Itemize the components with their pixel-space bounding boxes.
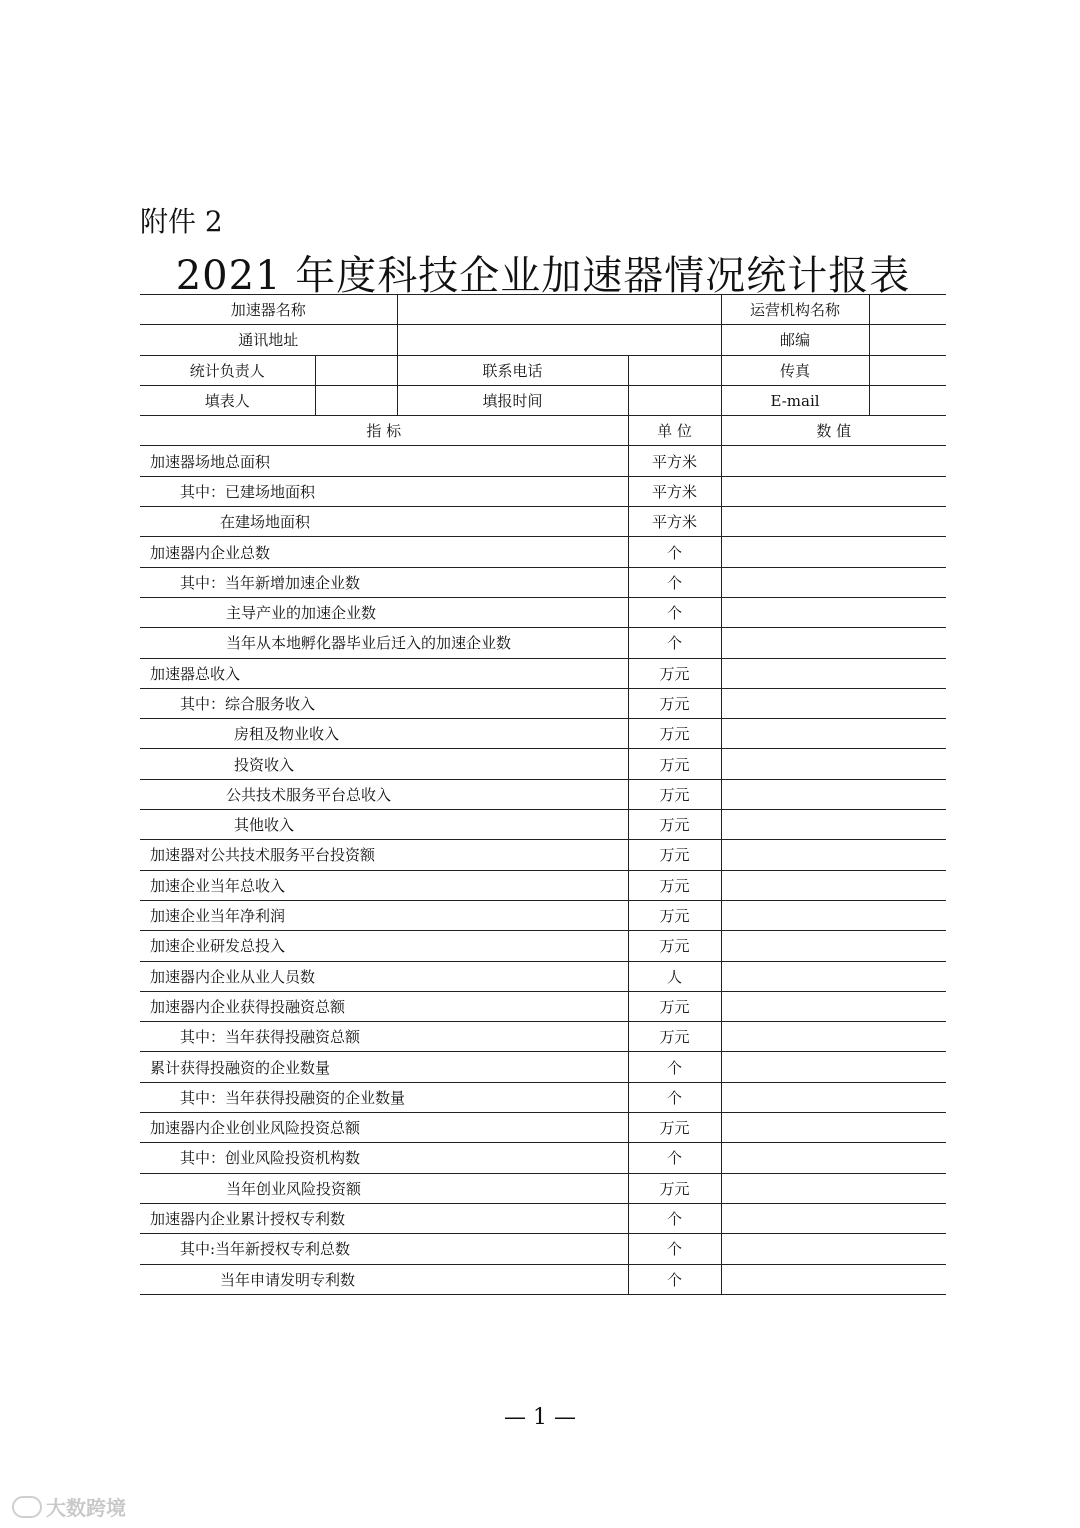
- table-row: [140, 1082, 946, 1112]
- indicator-label: 其中：创业风险投资机构数: [140, 1143, 628, 1173]
- value-input[interactable]: [721, 1052, 946, 1082]
- indicator-label: 加速企业研发总投入: [140, 931, 628, 961]
- header-row-3: [140, 355, 946, 385]
- indicator-label: 加速器内企业总数: [140, 537, 628, 567]
- stats-manager-field[interactable]: [315, 355, 397, 385]
- table-row: [140, 810, 946, 840]
- unit-cell: 万元: [628, 991, 721, 1021]
- indicator-label: 加速器内企业累计授权专利数: [140, 1203, 628, 1233]
- value-input[interactable]: [721, 446, 946, 476]
- table-row: [140, 537, 946, 567]
- value-input[interactable]: [721, 1082, 946, 1112]
- value-input[interactable]: [721, 1264, 946, 1294]
- weibo-logo-icon: [12, 1496, 42, 1518]
- value-input[interactable]: [721, 900, 946, 930]
- header-row-4: [140, 385, 946, 415]
- indicator-label: 加速器场地总面积: [140, 446, 628, 476]
- value-input[interactable]: [721, 507, 946, 537]
- email-field[interactable]: [869, 385, 946, 415]
- unit-cell: 人: [628, 961, 721, 991]
- indicator-label: 累计获得投融资的企业数量: [140, 1052, 628, 1082]
- postcode-field[interactable]: [869, 325, 946, 355]
- value-input[interactable]: [721, 1203, 946, 1233]
- value-input[interactable]: [721, 931, 946, 961]
- watermark: [12, 1492, 126, 1521]
- accelerator-name-label: 加速器名称: [140, 295, 397, 325]
- indicator-label: 当年创业风险投资额: [140, 1173, 628, 1203]
- table-row: [140, 900, 946, 930]
- table-row: [140, 476, 946, 506]
- indicator-label: 其中：当年获得投融资总额: [140, 1022, 628, 1052]
- table-row: [140, 749, 946, 779]
- indicator-label: 加速器内企业获得投融资总额: [140, 991, 628, 1021]
- value-input[interactable]: [721, 688, 946, 718]
- attachment-label: 附件 2: [140, 205, 223, 238]
- value-input[interactable]: [721, 476, 946, 506]
- table-row: [140, 1173, 946, 1203]
- value-input[interactable]: [721, 1234, 946, 1264]
- table-row: [140, 567, 946, 597]
- unit-cell: 个: [628, 1203, 721, 1233]
- value-input[interactable]: [721, 779, 946, 809]
- table-row: [140, 1264, 946, 1294]
- page-number: — 1 —: [504, 1405, 576, 1430]
- value-input[interactable]: [721, 719, 946, 749]
- page-title: 2021 年度科技企业加速器情况统计报表: [175, 253, 911, 299]
- fill-time-field[interactable]: [628, 385, 721, 415]
- fax-label: 传真: [721, 355, 869, 385]
- value-input[interactable]: [721, 1143, 946, 1173]
- unit-cell: 个: [628, 1264, 721, 1294]
- value-input[interactable]: [721, 870, 946, 900]
- unit-cell: 个: [628, 628, 721, 658]
- table-row: [140, 1052, 946, 1082]
- operator-name-field[interactable]: [869, 295, 946, 325]
- value-input[interactable]: [721, 597, 946, 627]
- value-input[interactable]: [721, 1022, 946, 1052]
- table-row: [140, 597, 946, 627]
- indicator-label: 当年申请发明专利数: [140, 1264, 628, 1294]
- unit-cell: 万元: [628, 870, 721, 900]
- indicator-label: 当年从本地孵化器毕业后迁入的加速企业数: [140, 628, 628, 658]
- table-row: [140, 1203, 946, 1233]
- unit-cell: 平方米: [628, 507, 721, 537]
- value-input[interactable]: [721, 628, 946, 658]
- indicator-label: 其中：已建场地面积: [140, 476, 628, 506]
- table-row: [140, 931, 946, 961]
- table-row: [140, 1113, 946, 1143]
- indicator-column-header: 指 标: [140, 416, 628, 446]
- indicator-label: 其中：当年获得投融资的企业数量: [140, 1082, 628, 1112]
- unit-cell: 平方米: [628, 476, 721, 506]
- table-row: [140, 779, 946, 809]
- column-header-row: [140, 416, 946, 446]
- indicator-label: 加速器内企业从业人员数: [140, 961, 628, 991]
- phone-label: 联系电话: [397, 355, 628, 385]
- accelerator-name-field[interactable]: [397, 295, 721, 325]
- value-input[interactable]: [721, 1113, 946, 1143]
- value-column-header: 数 值: [721, 416, 946, 446]
- value-input[interactable]: [721, 961, 946, 991]
- header-row-1: [140, 295, 946, 325]
- table-row: [140, 628, 946, 658]
- unit-cell: 个: [628, 597, 721, 627]
- indicator-label: 在建场地面积: [140, 507, 628, 537]
- table-row: [140, 991, 946, 1021]
- table-row: [140, 870, 946, 900]
- phone-field[interactable]: [628, 355, 721, 385]
- header-row-2: [140, 325, 946, 355]
- filler-label: 填表人: [140, 385, 315, 415]
- unit-cell: 万元: [628, 1173, 721, 1203]
- table-row: [140, 719, 946, 749]
- watermark-text: 大数跨境: [46, 1496, 126, 1520]
- unit-cell: 万元: [628, 658, 721, 688]
- value-input[interactable]: [721, 537, 946, 567]
- table-row: [140, 1143, 946, 1173]
- unit-column-header: 单 位: [628, 416, 721, 446]
- indicator-label: 其他收入: [140, 810, 628, 840]
- table-row: [140, 658, 946, 688]
- value-input[interactable]: [721, 840, 946, 870]
- table-row: [140, 1234, 946, 1264]
- indicator-label: 房租及物业收入: [140, 719, 628, 749]
- value-input[interactable]: [721, 658, 946, 688]
- unit-cell: 万元: [628, 779, 721, 809]
- postcode-label: 邮编: [721, 325, 869, 355]
- value-input[interactable]: [721, 991, 946, 1021]
- table-row: [140, 507, 946, 537]
- address-label: 通讯地址: [140, 325, 397, 355]
- indicator-label: 主导产业的加速企业数: [140, 597, 628, 627]
- filler-field[interactable]: [315, 385, 397, 415]
- unit-cell: 万元: [628, 1022, 721, 1052]
- fill-time-label: 填报时间: [397, 385, 628, 415]
- indicator-label: 加速企业当年净利润: [140, 900, 628, 930]
- indicator-label: 加速器总收入: [140, 658, 628, 688]
- unit-cell: 万元: [628, 688, 721, 718]
- table-row: [140, 840, 946, 870]
- unit-cell: 万元: [628, 931, 721, 961]
- value-input[interactable]: [721, 749, 946, 779]
- indicator-label: 其中：当年新增加速企业数: [140, 567, 628, 597]
- indicator-label: 投资收入: [140, 749, 628, 779]
- unit-cell: 万元: [628, 719, 721, 749]
- unit-cell: 个: [628, 1082, 721, 1112]
- unit-cell: 万元: [628, 900, 721, 930]
- indicator-label: 公共技术服务平台总收入: [140, 779, 628, 809]
- unit-cell: 万元: [628, 810, 721, 840]
- unit-cell: 万元: [628, 840, 721, 870]
- value-input[interactable]: [721, 567, 946, 597]
- indicator-label: 加速器内企业创业风险投资总额: [140, 1113, 628, 1143]
- table-row: [140, 961, 946, 991]
- indicator-label: 其中：综合服务收入: [140, 688, 628, 718]
- unit-cell: 万元: [628, 1113, 721, 1143]
- unit-cell: 个: [628, 1234, 721, 1264]
- indicator-label: 其中:当年新授权专利总数: [140, 1234, 628, 1264]
- table-row: [140, 1022, 946, 1052]
- operator-name-label: 运营机构名称: [721, 295, 869, 325]
- table-row: [140, 688, 946, 718]
- table-row: [140, 446, 946, 476]
- unit-cell: 平方米: [628, 446, 721, 476]
- unit-cell: 个: [628, 1052, 721, 1082]
- email-label: E-mail: [721, 385, 869, 415]
- statistics-form-table: [140, 294, 946, 1295]
- unit-cell: 个: [628, 537, 721, 567]
- unit-cell: 个: [628, 1143, 721, 1173]
- fax-field[interactable]: [869, 355, 946, 385]
- indicator-label: 加速企业当年总收入: [140, 870, 628, 900]
- indicator-label: 加速器对公共技术服务平台投资额: [140, 840, 628, 870]
- address-field[interactable]: [397, 325, 721, 355]
- value-input[interactable]: [721, 1173, 946, 1203]
- value-input[interactable]: [721, 810, 946, 840]
- stats-manager-label: 统计负责人: [140, 355, 315, 385]
- unit-cell: 万元: [628, 749, 721, 779]
- unit-cell: 个: [628, 567, 721, 597]
